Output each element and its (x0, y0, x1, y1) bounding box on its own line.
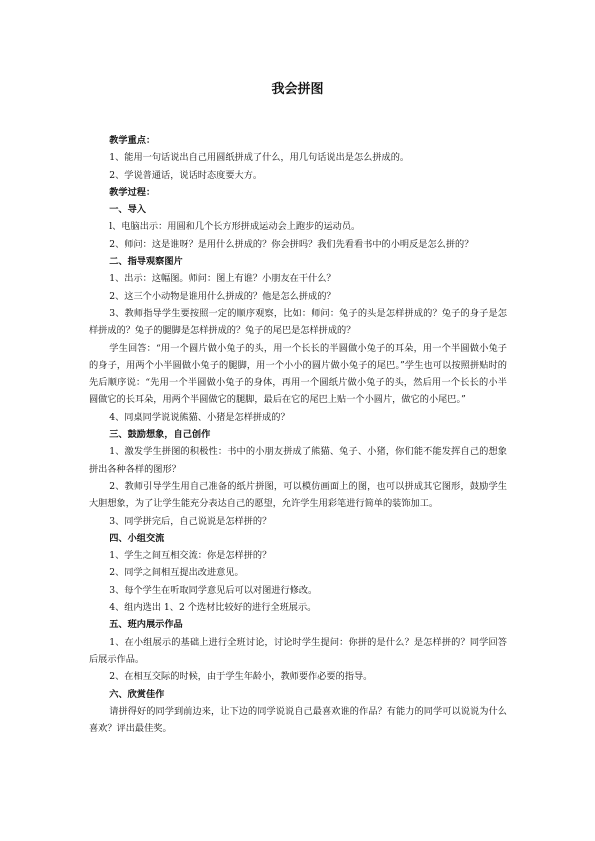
body-paragraph: 1、出示：这幅图。师问：图上有谁？小朋友在干什么？ (109, 273, 336, 285)
body-paragraph: 4、组内选出 1、2 个选材比较好的进行全班展示。 (109, 602, 317, 614)
body-paragraph: 1、学生之间互相交流：你是怎样拼的？ (109, 550, 272, 562)
body-paragraph: 3、同学拼完后，自己说说是怎样拼的？ (109, 515, 272, 527)
body-paragraph: l、电脑出示：用圆和几个长方形拼成运动会上跑步的运动员。 (109, 221, 361, 233)
page-title: 我会拼图 (271, 82, 324, 97)
body-paragraph: 2、同学之间相互提出改进意见。 (109, 567, 244, 579)
section-heading: 三、鼓励想象，自己创作 (109, 429, 211, 441)
body-paragraph: 2、这三个小动物是谁用什么拼成的？他是怎么拼成的？ (109, 290, 336, 302)
section-heading: 教学重点： (109, 135, 156, 146)
body-paragraph: 2、学说普通话，说话时态度要大方。 (109, 169, 263, 181)
body-paragraph: 3、每个学生在听取同学意见后可以对图进行修改。 (109, 584, 318, 596)
body-paragraph: 学生回答：“用一个圆片做小兔子的头，用一个长长的半圆做小兔子的耳朵，用一个半圆做小兔子的身子，用两个小半圆做小兔子的腿脚，用一个小小的圆片做小兔子的尾巴。”学生也可以按照拼贴时的先后顺序说：“先用一个半圆做小兔子的身体，再用一个圆纸片做小兔子的头，然后用一个长长的小半圆做它的长耳朵，用两个半圆做它的腿脚，最后在它的尾巴上贴一个小圆片，做它的小尾巴。” (89, 342, 507, 406)
body-paragraph: 3、教师指导学生要按照一定的顺序观察，比如：师问：兔子的头是怎样拼成的？兔子的身子是怎样拼成的？兔子的腿脚是怎样拼成的？兔子的尾巴是怎样拼成的？ (89, 307, 507, 337)
body-paragraph: 2、师问：这是谁呀？是用什么拼成的？你会拼吗？我们先看看书中的小明反是怎么拼的？ (109, 238, 474, 250)
body-paragraph: 2、教师引导学生用自己准备的纸片拼图，可以模仿画面上的图，也可以拼成其它图形，鼓励学生大胆想象，为了让学生能充分表达自己的愿望，允许学生用彩笔进行简单的装饰加工。 (89, 480, 507, 510)
section-heading: 二、指导观察图片 (109, 256, 183, 268)
section-heading: 五、班内展示作品 (109, 619, 183, 631)
section-heading: 一、导入 (109, 204, 146, 216)
body-paragraph: 4、同桌同学说说熊猫、小猪是怎样拼成的？ (109, 411, 290, 423)
section-heading: 四、小组交流 (109, 532, 165, 544)
body-paragraph: 2、在相互交际的时候，由于学生年龄小，教师要作必要的指导。 (109, 671, 373, 683)
body-paragraph: 1、在小组展示的基础上进行全班讨论，讨论时学生提问：你拼的是什么？是怎样拼的？同学回答后展示作品。 (89, 636, 507, 665)
body-paragraph: 1、激发学生拼图的积极性：书中的小朋友拼成了熊猫、兔子、小猪，你们能不能发挥自己的想象拼出各种各样的图形？ (89, 446, 507, 475)
section-heading: 六、欣赏佳作 (109, 688, 165, 700)
body-paragraph: 1、能用一句话说出自己用圆纸拼成了什么，用几句话说出是怎么拼成的。 (109, 152, 410, 164)
document-body (89, 132, 507, 737)
body-paragraph: 请拼得好的同学到前边来，让下边的同学说说自己最喜欢谁的作品？有能力的同学可以说说为什么喜欢？评出最佳奖。 (89, 705, 507, 735)
section-heading: 教学过程： (109, 186, 156, 198)
